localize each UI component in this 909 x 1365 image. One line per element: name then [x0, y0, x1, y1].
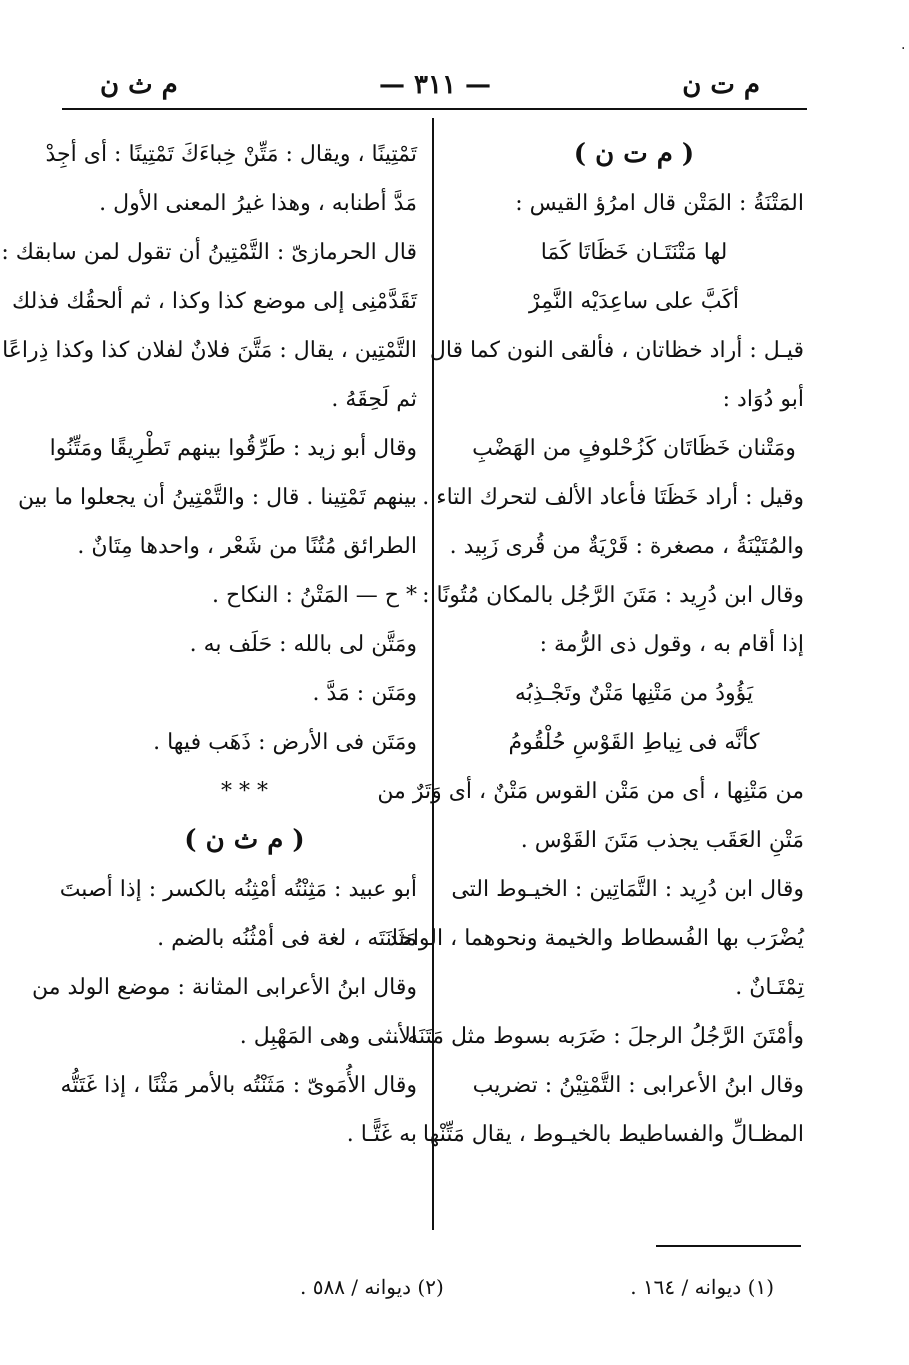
text-line: وقال ابن دُرِيد : مَتَنَ الرَّجُل بالمكان مُتُونًا : [422, 583, 804, 608]
text-line: قيـل : أراد خظاتان ، فألقى النون كما قال [429, 338, 804, 363]
margin-mark: ٠ [899, 40, 907, 56]
text-line: من مَتْنِها ، أى من مَتْن القوس مَتْنٌ ، أى وَتَرٌ من [377, 779, 804, 804]
verse-line: يَؤُودُ من مَتْنِها مَتْنٌ وتَجْـذِبُه [514, 681, 754, 706]
text-line: الطرائق مُتُنًا من شَعْر ، واحدها مِتَانٌ . [77, 534, 417, 559]
text-line: مَتْنِ العَقَب يجذب مَتَنَ القَوْس . [520, 828, 804, 853]
text-line: وقال ابنُ الأعرابى : التَّمْتِيْنُ : تضريب [472, 1073, 804, 1098]
footnote-1: (١) ديوانه / ١٦٤ . [630, 1275, 774, 1299]
verse-line: كأنَّه فى نِياطِ القَوْسِ حُلْقُومُ [508, 730, 760, 755]
text-line: التَّمْتِين ، يقال : مَتَّنَ فلانٌ لفلان كذا وكذا ذِراعًا [2, 338, 417, 363]
running-header [60, 70, 810, 110]
text-line: مَدَّ أطنابه ، وهذا غيرُ المعنى الأول . [99, 191, 417, 216]
text-line: ومَتَن : مَدَّ . [312, 681, 417, 706]
text-line: بينهم تَمْتِينا . قال : والتَّمْتِينُ أن يجعلوا ما بين [18, 485, 417, 510]
text-line: ومَتَّن لى بالله : حَلَف به . [189, 632, 417, 657]
text-line: وقال ابنُ الأعرابى المثانة : موضع الولد من [32, 975, 417, 1000]
page-number: — ٣١١ — [378, 70, 492, 100]
text-line: ومَتَن فى الأرض : ذَهَب فيها . [153, 730, 417, 755]
entry-heading: ( م ت ن ) [573, 139, 695, 169]
text-line: ثم لَحِقَهُ . [331, 387, 417, 412]
text-line: به غَتًّـا . [346, 1122, 417, 1147]
entry-heading: ( م ث ن ) [184, 825, 305, 855]
header-root-right: م ت ن [682, 70, 760, 100]
text-line: أبو دُوَاد : [722, 387, 804, 412]
text-line: قال الحرمازىّ : التَّمْتِينُ أن تقول لمن سابقك : [1, 240, 417, 265]
text-line: المَتْنَةُ : المَتْن قال امرُؤ القيس : [515, 191, 804, 216]
text-line: وقال أبو زيد : طَرِّقُوا بينهم تَطْرِيقًا ومَتِّنُوا [49, 436, 417, 461]
verse-line: أكَبَّ على ساعِدَيْه النَّمِرْ [529, 289, 739, 314]
text-line: * ح — المَتْنُ : النكاح . [212, 583, 417, 608]
header-rule [62, 108, 807, 110]
footnote-2: (٢) ديوانه / ٥٨٨ . [300, 1275, 444, 1299]
column-divider [432, 118, 434, 1230]
text-line: تَقَدَّمْنِى إلى موضع كذا وكذا ، ثم ألحقُك فذلك [12, 289, 417, 314]
verse-line: لها مَتْنَتَـان خَظَاتَا كَمَا [540, 240, 728, 265]
text-line: تَمْتِينًا ، ويقال : مَتِّنْ خِباءَكَ تَمْتِينًا : أى أجِدْ [45, 142, 417, 167]
text-line: الأنثى وهى المَهْبِل . [239, 1024, 417, 1049]
text-line: والمُتَيْنَةُ ، مصغرة : قَرْيَةٌ من قُرى زَبِيد . [449, 534, 804, 559]
text-line: وقيل : أراد خَظَتَا فأعاد الألف لتحرك التاء . [422, 485, 804, 510]
text-line: إذا أقام به ، وقول ذى الرُّمة : [539, 632, 804, 657]
text-line: وقال الأُمَوىّ : مَثَنْتُه بالأمر مَثْنًا ، إذا غَتَتُّه [60, 1073, 417, 1098]
text-line: أبو عبيد : مَثِنْتُه أمْثِنُه بالكسر : إذا أصبتَ [59, 877, 417, 902]
text-line: المظـالِّ والفساطيط بالخيـوط ، يقال مَتِّنْها [422, 1122, 804, 1147]
section-separator: * * * [221, 779, 268, 804]
verse-line: ومَتْنان خَظَاتَان كَزُحْلوفٍ من الهَضْبِ [472, 436, 796, 461]
text-line: تِمْتَـانٌ . [735, 975, 804, 1000]
text-line: يُضْرَب بها الفُسطاط والخيمة ونحوهما ، الواحد [387, 926, 804, 951]
text-line: مَثَانَتَه ، لغة فى أمْثُنُه بالضم . [157, 926, 417, 951]
text-line: وأمْتَنَ الرَّجُلُ الرجلَ : ضَرَبه بسوط مثل مَتَنَه . [393, 1024, 804, 1049]
header-root-left: م ث ن [100, 70, 178, 100]
footnote-rule [656, 1245, 801, 1247]
left-column [1, 130, 417, 1159]
text-line: وقال ابن دُرِيد : التَّمَاتِين : الخيـوط التى [451, 877, 804, 902]
